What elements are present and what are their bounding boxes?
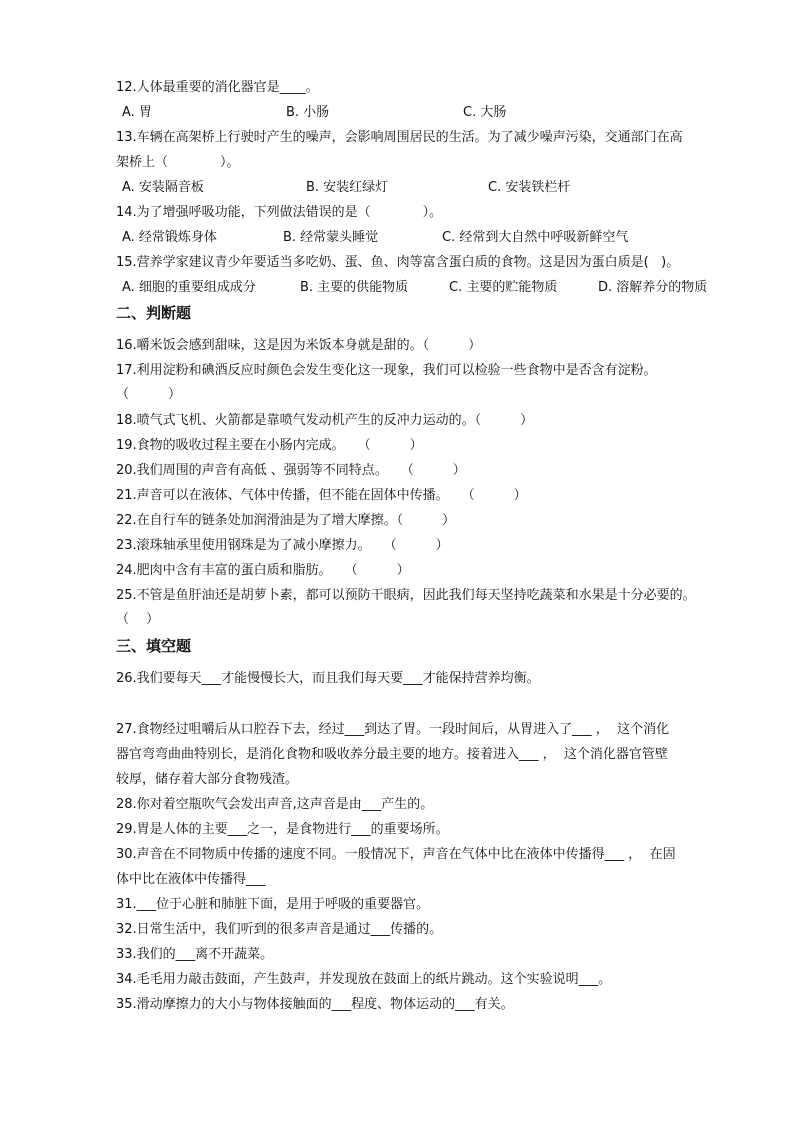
question-26: 26.我们要每天___才能慢慢长大，而且我们每天要___才能保持营养均衡。 [116,671,540,686]
question-19: 19.食物的吸收过程主要在小肠内完成。 （ ） [116,438,423,453]
question-15: 15.营养学家建议青少年要适当多吃奶、蛋、鱼、肉等富含蛋白质的食物。这是因为蛋白质是( )。 [116,255,680,270]
question-28: 28.你对着空瓶吹气会发出声音,这声音是由___产生的。 [116,797,434,812]
question-17-line1: 17.利用淀粉和碘酒反应时颜色会发生变化这一现象，我们可以检验一些食物中是否含有淀粉。 [116,363,657,378]
q15-option-c: C. 主要的贮能物质 [449,280,558,295]
question-22: 22.在自行车的链条处加润滑油是为了增大摩擦。（ ） [116,513,456,528]
question-14: 14.为了增强呼吸功能，下列做法错误的是（ ）。 [116,205,443,220]
question-29: 29.胃是人体的主要___之一，是食物进行___的重要场所。 [116,822,449,837]
question-13-line1: 13.车辆在高架桥上行驶时产生的噪声，会影响周围居民的生活。为了减少噪声污染，交通部门在高 [116,130,683,145]
question-12: 12.人体最重要的消化器官是____。 [116,80,319,95]
question-33: 33.我们的___离不开蔬菜。 [116,947,274,962]
question-23: 23.滚珠轴承里使用钢珠是为了减小摩擦力。 （ ） [116,538,449,553]
q15-option-d: D. 溶解养分的物质 [598,280,708,295]
q13-option-c: C. 安装铁栏杆 [488,180,571,195]
question-24: 24.肥肉中含有丰富的蛋白质和脂肪。 （ ） [116,563,410,578]
q15-option-a: A. 细胞的重要组成成分 [122,280,256,295]
question-27-line3: 较厚，储存着大部分食物残渣。 [116,772,299,787]
q15-option-b: B. 主要的供能物质 [300,280,409,295]
question-34: 34.毛毛用力敲击鼓面，产生鼓声，并发现放在鼓面上的纸片跳动。这个实验说明___。 [116,972,612,987]
q14-option-a: A. 经常锻炼身体 [122,230,217,245]
q14-option-b: B. 经常蒙头睡觉 [283,230,379,245]
question-20: 20.我们周围的声音有高低 、强弱等不同特点。 （ ） [116,463,466,478]
question-32: 32.日常生活中，我们听到的很多声音是通过___传播的。 [116,922,443,937]
question-18: 18.喷气式飞机、火箭都是靠喷气发动机产生的反冲力运动的。（ ） [116,413,534,428]
q12-option-a: A. 胃 [122,105,152,120]
question-25-line1: 25.不管是鱼肝油还是胡萝卜素，都可以预防干眼病，因此我们每天坚持吃蔬菜和水果是十分必要的。 [116,588,696,603]
q12-option-b: B. 小肠 [286,105,330,120]
question-13-line2: 架桥上（ ）。 [116,155,240,170]
q14-option-c: C. 经常到大自然中呼吸新鲜空气 [442,230,629,245]
q13-option-b: B. 安装红绿灯 [306,180,389,195]
section-3-heading: 三、填空题 [116,637,192,655]
question-31: 31.___位于心脏和肺脏下面，是用于呼吸的重要器官。 [116,897,430,912]
question-25-line2: （ ） [116,612,160,627]
question-16: 16.嚼米饭会感到甜味，这是因为米饭本身就是甜的。（ ） [116,338,482,353]
question-30-line2: 体中比在液体中传播得___ [116,872,266,887]
question-27-line1: 27.食物经过咀嚼后从口腔吞下去，经过___到达了胃。一段时间后，从胃进入了___ ， 这个消化 [116,722,670,737]
q12-option-c: C. 大肠 [463,105,507,120]
question-27-line2: 器官弯弯曲曲特别长，是消化食物和吸收养分最主要的地方。接着进入___ ， 这个消化器官管壁 [116,747,668,762]
question-35: 35.滑动摩擦力的大小与物体接触面的___程度、物体运动的___有关。 [116,997,514,1012]
question-17-line2: （ ） [116,387,182,402]
section-2-heading: 二、判断题 [116,304,192,322]
question-21: 21.声音可以在液体、气体中传播，但不能在固体中传播。 （ ） [116,488,527,503]
question-30-line1: 30.声音在不同物质中传播的速度不同。一般情况下，声音在气体中比在液体中传播得___ ， 在固 [116,847,676,862]
q13-option-a: A. 安装隔音板 [122,180,204,195]
